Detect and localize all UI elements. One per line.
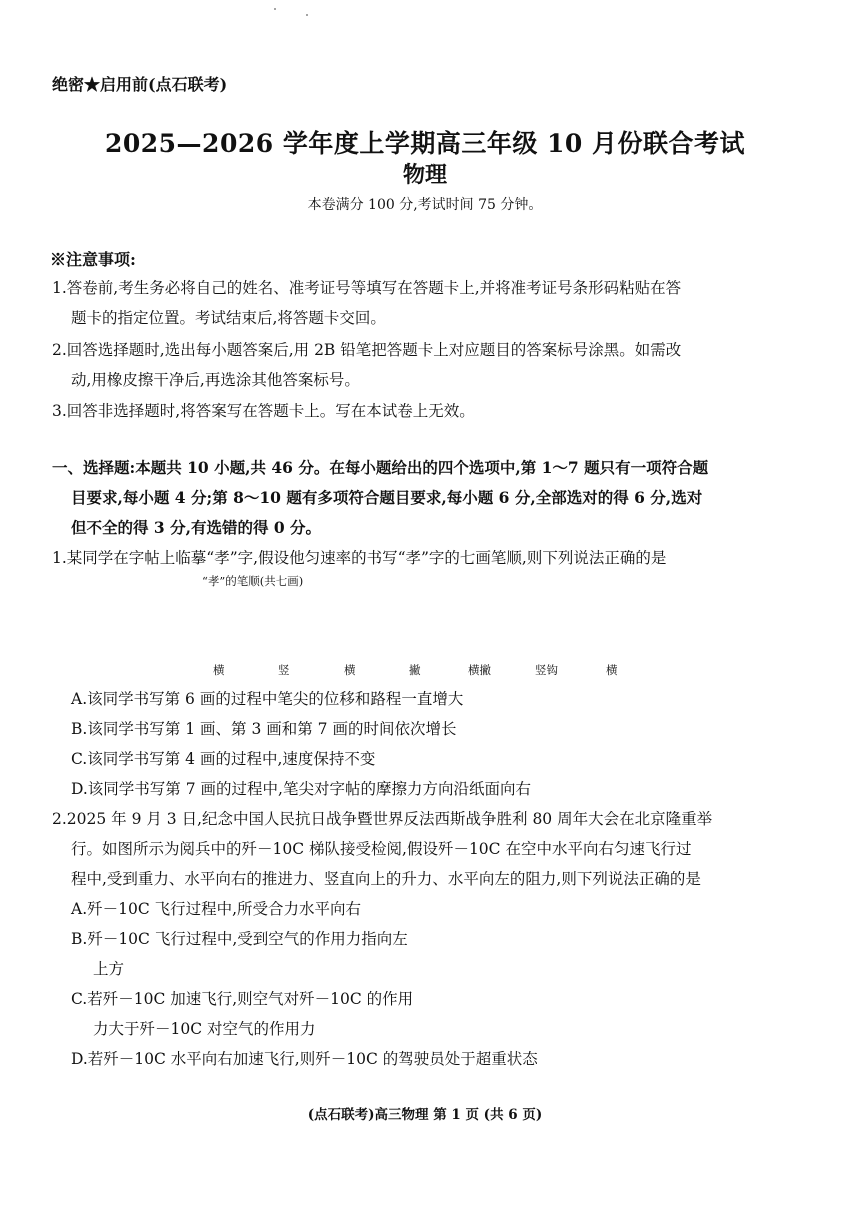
stroke-order-caption: “孝”的笔顺(共七画) (202, 574, 304, 588)
notes-item: 3.回答非选择题时,将答案写在答题卡上。写在本试卷上无效。 (52, 402, 475, 420)
section-instructions: 目要求,每小题 4 分;第 8～10 题有多项符合题目要求,每小题 6 分,全部选对的得 6 分,选对 (71, 488, 703, 507)
subject-title: 物理 (402, 162, 447, 188)
stroke-label: 横撇 (468, 663, 491, 677)
stroke-label: 横 (606, 663, 618, 677)
question-2-stem: 2.2025 年 9 月 3 日,纪念中国人民抗日战争暨世界反法西斯战争胜利 80 周年大会在北京隆重举 (52, 810, 713, 828)
question-2-option-c: 力大于歼－10C 对空气的作用力 (93, 1020, 316, 1038)
scan-speck (274, 8, 276, 10)
page-footer: (点石联考)高三物理 第 1 页 (共 6 页) (307, 1107, 543, 1123)
question-2-option-b: 上方 (93, 960, 125, 978)
question-2-stem: 行。如图所示为阅兵中的歼－10C 梯队接受检阅,假设歼－10C 在空中水平向右匀速飞行过 (71, 840, 692, 858)
question-1-option-a: A.该同学书写第 6 画的过程中笔尖的位移和路程一直增大 (71, 690, 464, 708)
notes-heading: ※注意事项: (50, 250, 136, 269)
question-2-option-d: D.若歼－10C 水平向右加速飞行,则歼－10C 的驾驶员处于超重状态 (71, 1050, 538, 1068)
question-2-stem: 程中,受到重力、水平向右的推进力、竖直向上的升力、水平向左的阻力,则下列说法正确的是 (71, 870, 701, 888)
stroke-label: 撇 (409, 663, 421, 677)
stroke-label: 竖 (278, 663, 290, 677)
question-2-option-a: A.歼－10C 飞行过程中,所受合力水平向右 (71, 900, 362, 918)
notes-item: 2.回答选择题时,选出每小题答案后,用 2B 铅笔把答题卡上对应题目的答案标号涂黑。如需改 (52, 341, 682, 359)
question-2-option-b: B.歼－10C 飞行过程中,受到空气的作用力指向左 (71, 930, 408, 948)
question-1-option-b: B.该同学书写第 1 画、第 3 画和第 7 画的时间依次增长 (71, 720, 457, 738)
notes-item: 题卡的指定位置。考试结束后,将答题卡交回。 (71, 309, 386, 327)
section-instructions: 一、选择题:本题共 10 小题,共 46 分。在每小题给出的四个选项中,第 1～7 题只有一项符合题 (52, 458, 709, 477)
question-2-option-c: C.若歼－10C 加速飞行,则空气对歼－10C 的作用 (71, 990, 414, 1008)
question-1-stem: 1.某同学在字帖上临摹“孝”字,假设他匀速率的书写“孝”字的七画笔顺,则下列说法正确的是 (52, 549, 667, 567)
question-1-option-d: D.该同学书写第 7 画的过程中,笔尖对字帖的摩擦力方向沿纸面向右 (71, 780, 531, 798)
stroke-label: 横 (213, 663, 225, 677)
confidential-tag: 绝密★启用前(点石联考) (52, 75, 228, 94)
scan-speck (306, 14, 308, 16)
section-instructions: 但不全的得 3 分,有选错的得 0 分。 (71, 518, 322, 537)
exam-info: 本卷满分 100 分,考试时间 75 分钟。 (307, 197, 543, 213)
stroke-label: 横 (344, 663, 356, 677)
notes-item: 动,用橡皮擦干净后,再选涂其他答案标号。 (71, 371, 360, 389)
stroke-label: 竖钩 (535, 663, 558, 677)
notes-item: 1.答卷前,考生务必将自己的姓名、准考证号等填写在答题卡上,并将准考证号条形码粘贴在答 (52, 279, 682, 297)
exam-title: 2025—2026 学年度上学期高三年级 10 月份联合考试 (104, 129, 746, 158)
question-1-option-c: C.该同学书写第 4 画的过程中,速度保持不变 (71, 750, 376, 768)
